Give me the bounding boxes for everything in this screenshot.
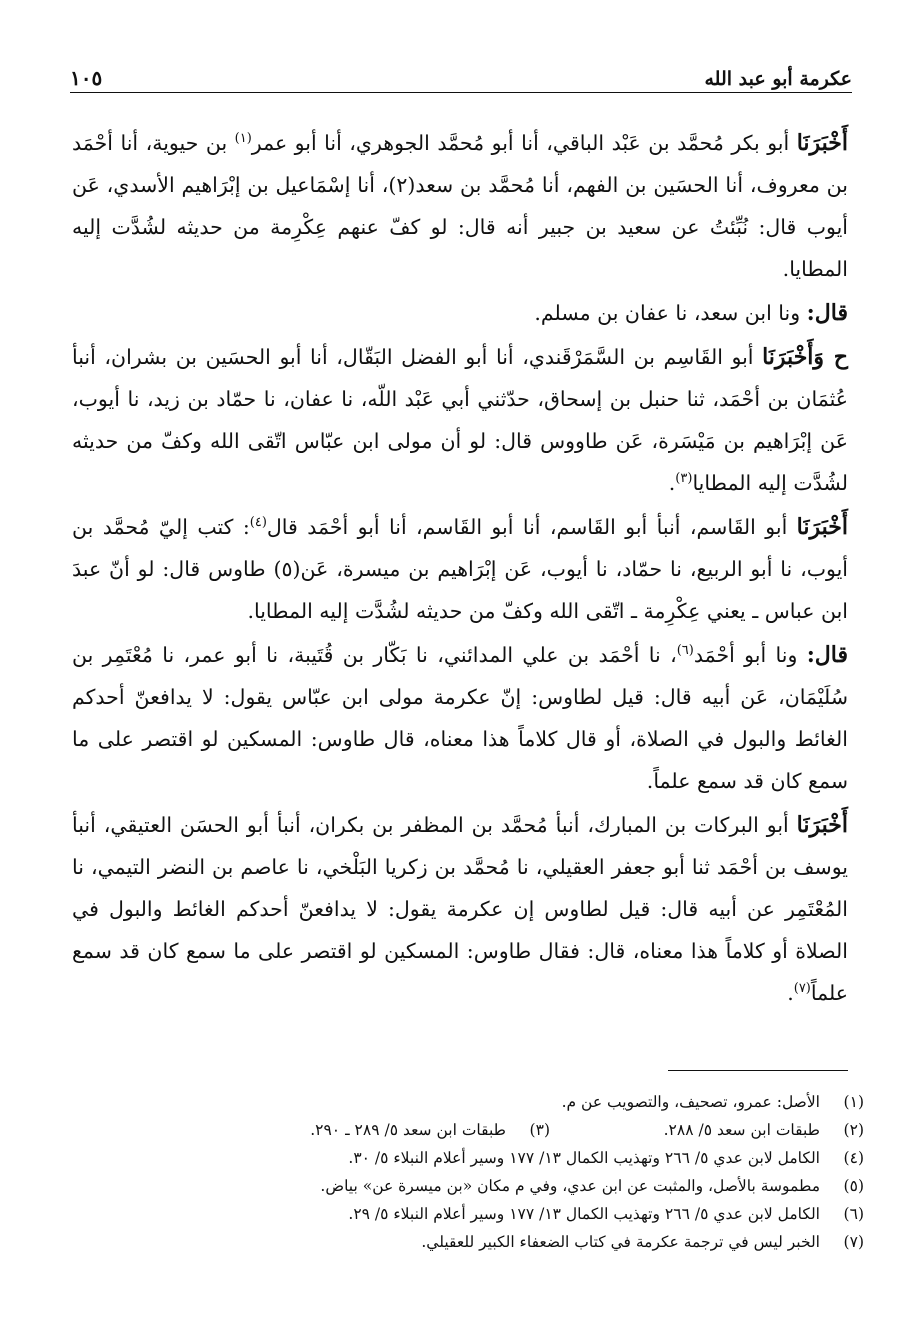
footnote-number: (٤) xyxy=(843,1149,864,1167)
footnote-ref: (١) xyxy=(234,131,252,147)
paragraph-rest: . xyxy=(668,471,676,495)
footnote-text: الكامل لابن عدي ٥/ ٢٦٦ وتهذيب الكمال ١٣/ ١٧٧ وسير أعلام النبلاء ٥/ ٢٩. xyxy=(348,1205,820,1223)
paragraph-rest: : كتب إليّ مُحمَّد بن أيوب، نا أبو الربيع، نا حمّاد، نا أيوب، عَن إبْرَاهيم بن ميسرة، عَن(٥) طاوس قال: لو أنّ عبدَ ابن عباس ـ يعني عِكْرِمة ـ اتّقى الله وكفّ من حديثه لشُدَّت إليه المطايا. xyxy=(72,515,848,623)
paragraph-5 xyxy=(72,634,848,802)
paragraph-lead: أَخْبَرَنَا xyxy=(796,514,848,540)
paragraph-text: أبو بكر مُحمَّد بن عَبْد الباقي، أنا أبو مُحمَّد الجوهري، أنا أبو عمر xyxy=(251,131,797,155)
footnote-number: (٥) xyxy=(843,1177,864,1195)
footnote-text: الكامل لابن عدي ٥/ ٢٦٦ وتهذيب الكمال ١٣/ ١٧٧ وسير أعلام النبلاء ٥/ ٣٠. xyxy=(348,1149,820,1167)
footnote-5 xyxy=(80,1172,864,1200)
paragraph-rest: . xyxy=(787,981,794,1005)
footnote-text: الخبر ليس في ترجمة عكرمة في كتاب الضعفاء الكبير للعقيلي. xyxy=(421,1233,820,1251)
footnote-divider xyxy=(668,1070,848,1071)
paragraph-lead: ح وَأَخْبَرَنَا xyxy=(762,344,848,370)
footnote-ref: (٦) xyxy=(676,643,694,659)
paragraph-lead: أَخْبَرَنَا xyxy=(796,812,848,838)
footnote-number: (٣) xyxy=(529,1121,550,1139)
paragraph-4 xyxy=(72,506,848,632)
footnote-number: (٢) xyxy=(843,1121,864,1139)
footnote-7 xyxy=(80,1228,864,1256)
footnote-4 xyxy=(80,1144,864,1172)
paragraph-lead: قال: xyxy=(806,642,849,668)
footnote-number: (١) xyxy=(843,1093,864,1111)
chapter-title: عكرمة أبو عبد الله xyxy=(704,68,852,90)
footnotes xyxy=(80,1088,864,1256)
footnote-ref: (٧) xyxy=(793,981,811,997)
footnote-ref: (٣) xyxy=(675,471,693,487)
footnote-number: (٧) xyxy=(843,1233,864,1251)
paragraph-text: أبو القَاسم، أنبأ أبو القَاسم، أنا أبو القَاسم، أنا أبو أحْمَد قال xyxy=(266,515,797,539)
running-header xyxy=(70,56,852,90)
paragraph-6 xyxy=(72,804,848,1014)
main-text xyxy=(72,122,848,1016)
footnote-text: طبقات ابن سعد ٥/ ٢٨٩ ـ ٢٩٠. xyxy=(310,1121,506,1139)
footnote-text: مطموسة بالأصل، والمثبت عن ابن عدي، وفي م مكان «بن ميسرة عن» بياض. xyxy=(320,1177,820,1195)
footnote-1 xyxy=(80,1088,864,1116)
footnote-ref: (٤) xyxy=(249,515,267,531)
paragraph-2 xyxy=(72,292,848,334)
footnote-text: الأصل: عمرو، تصحيف، والتصويب عن م. xyxy=(561,1093,820,1111)
footnote-number: (٦) xyxy=(843,1205,864,1223)
page-number: ١٠٥ xyxy=(70,66,103,90)
paragraph-rest: ، نا أحْمَد بن علي المدائني، نا بَكّار بن قُتَيبة، نا أبو عمر، نا مُعْتَمِر بن سُلَيْمَان، عَن أبيه قال: قيل لطاوس: إنّ عكرمة مولى ابن عبّاس يقول: لا يدافعنّ أحدكم الغائط والبول في الصلاة، أو قال كلاماً هذا معناه، قال طاوس: المسكين لو اقتصر على ما سمع كان قد سمع علماً. xyxy=(72,643,848,793)
paragraph-1 xyxy=(72,122,848,290)
footnote-text: طبقات ابن سعد ٥/ ٢٨٨. xyxy=(663,1121,820,1139)
header-divider xyxy=(70,92,852,93)
footnote-2-3 xyxy=(80,1116,864,1144)
paragraph-text: ونا ابن سعد، نا عفان بن مسلم. xyxy=(534,301,807,325)
paragraph-lead: قال: xyxy=(806,300,848,326)
paragraph-lead: أَخْبَرَنَا xyxy=(796,130,849,156)
paragraph-text: أبو القَاسِم بن السَّمَرْقَندي، أنا أبو الفضل البَقّال، أنا أبو الحسَين بن بشران، أنبأ عُثمَان بن أحْمَد، ثنا حنبل بن إسحاق، حدّثني أبي عَبْد اللّه، نا عفان، نا حمّاد بن زيد، نا أيوب، عَن إبْرَاهيم بن مَيْسَرة، عَن طاووس قال: لو أن مولى ابن عبّاس اتّقى الله وكفّ من حديثه لشُدَّت إليه المطايا xyxy=(72,345,848,495)
paragraph-rest: بن حيوية، أنا أحْمَد بن معروف، أنا الحسَين بن الفهم، أنا مُحمَّد بن سعد(٢)، أنا إسْمَاعيل بن إبْرَاهيم الأسدي، عَن أيوب قال: نُبِّئتُ عن سعيد بن جبير أنه قال: لو كفّ عنهم عِكْرِمة من حديثه لشُدَّت إليه المطايا. xyxy=(72,131,848,281)
paragraph-text: ونا أبو أحْمَد xyxy=(693,643,807,667)
paragraph-text: أبو البركات بن المبارك، أنبأ مُحمَّد بن المظفر بن بكران، أنبأ أبو الحسَن العتيقي، أنبأ يوسف بن أحْمَد ثنا أبو جعفر العقيلي، نا مُحمَّد بن زكريا البَلْخي، نا عاصم بن النضر التيمي، نا المُعْتَمِر عن أبيه قال: قيل لطاوس إن عكرمة يقول: لا يدافعنّ أحدكم الغائط والبول في الصلاة أو كلاماً هذا معناه، قال: فقال طاوس: المسكين لو اقتصر على ما سمع كان قد سمع علماً xyxy=(72,813,848,1005)
footnote-6 xyxy=(80,1200,864,1228)
paragraph-3 xyxy=(72,336,848,504)
